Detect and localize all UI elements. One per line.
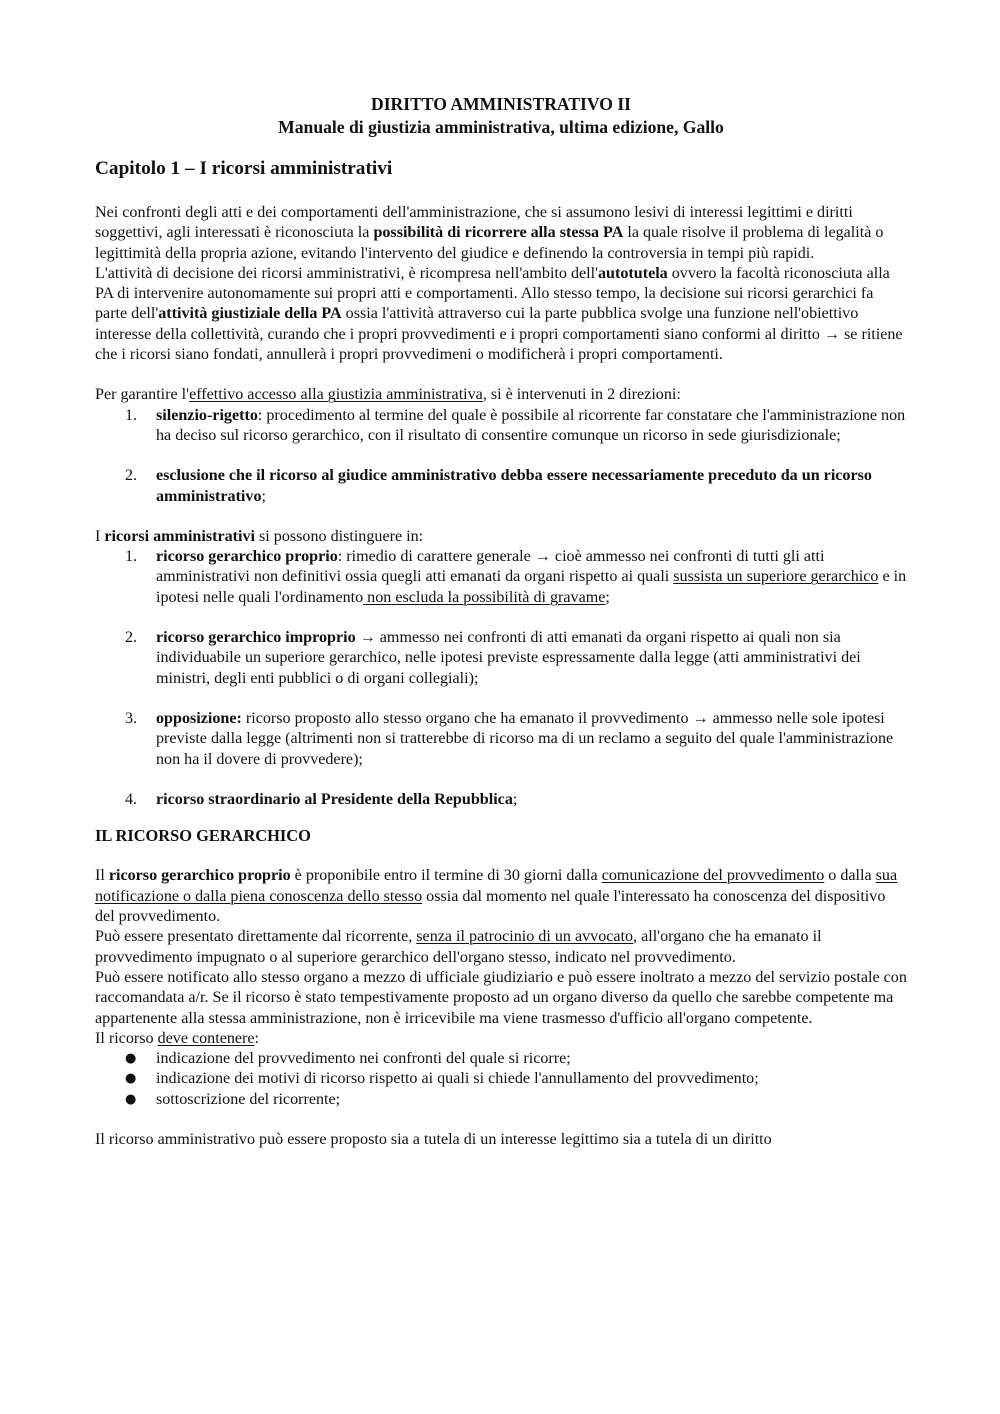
text-run: : procedimento al termine del quale è possibile al ricorrente far constatare che l'amministrazione non ha deciso sul ricorso gerarchico, con il risultato di consentire comunque un ricorso in sede giurisdizionale;	[156, 406, 906, 444]
bold-term: ricorso gerarchico proprio	[108, 867, 291, 885]
list-item	[95, 790, 907, 810]
intro-paragraph-2	[95, 264, 907, 365]
bold-term: ricorso gerarchico proprio	[156, 548, 338, 566]
list-number: 2.	[125, 467, 138, 485]
bold-term: opposizione:	[156, 709, 242, 727]
list-item	[95, 1090, 907, 1110]
list-item	[95, 466, 907, 507]
bold-term: autotutela	[598, 264, 668, 282]
bold-term: ricorsi amministrativi	[104, 527, 256, 545]
text-run: e in ipotesi nelle quali l'ordinamento	[156, 568, 907, 606]
list-number: 3.	[125, 709, 138, 727]
text-run: la quale risolve il problema di legalità o legittimità della propria azione, evitando l'intervento del giudice e definendo la controversia in tempi più rapidi.	[95, 224, 884, 262]
final-paragraph: Il ricorso amministrativo può essere proposto sia a tutela di un interesse legittimo sia a tutela di un diritto	[95, 1130, 772, 1148]
access-lead-paragraph	[95, 385, 907, 405]
text-run: ;	[512, 790, 518, 808]
text-run: ovvero la facoltà riconosciuta alla PA di intervenire autonomamente sui propri atti e comportamenti. Allo stesso tempo, la decisione sui ricorsi gerarchici fa parte dell'	[95, 264, 890, 323]
bullet-text: indicazione dei motivi di ricorso rispetto ai quali si chiede l'annullamento del provvedimento;	[156, 1070, 759, 1088]
list-number: 2.	[125, 629, 138, 647]
list-item	[95, 628, 907, 689]
bullet-icon: ●	[125, 1091, 137, 1107]
text-run: o dalla	[824, 867, 876, 885]
bold-term: ricorso straordinario al Presidente della Repubblica	[156, 790, 513, 808]
text-run: si possono distinguere in:	[255, 527, 424, 545]
document-title	[95, 93, 907, 139]
text-run: Nei confronti degli atti e dei comportamenti dell'amministrazione, che si assumono lesivi di interessi legittimi e diritti soggettivi, agli interessati è riconosciuta la	[95, 204, 853, 242]
text-run: I	[95, 527, 105, 545]
section-paragraph-3: Può essere notificato allo stesso organo a mezzo di ufficiale giudiziario e può essere inoltrato a mezzo del servizio postale con raccomandata a/r. Se il ricorso è stato tempestivamente proposto ad un organo diverso da quello che sarebbe competente ma appartenente alla stessa amministrazione, non è irricevibile ma viene trasmesso d'ufficio all'organo competente.	[95, 968, 907, 1027]
section-heading: IL RICORSO GERARCHICO	[95, 826, 311, 846]
list-item	[95, 1049, 907, 1069]
access-list	[95, 406, 907, 507]
list-item	[95, 547, 907, 608]
underlined-text: effettivo accesso alla giustizia amministrativa	[189, 386, 483, 404]
intro-paragraph-1	[95, 203, 907, 264]
text-run: L'attività di decisione dei ricorsi amministrativi, è ricompresa nell'ambito dell'	[95, 264, 598, 282]
document-page	[95, 93, 907, 1150]
text-run: ricorso proposto allo stesso organo che ha emanato il provvedimento → ammesso nelle sole ipotesi previste dalla legge (altrimenti non si tratterebbe di ricorso ma di un reclamo a seguito del quale l'amministrazione non ha il dovere di provvedere);	[156, 709, 894, 768]
bold-term: possibilità di ricorrere alla stessa PA	[373, 224, 624, 242]
list-number: 1.	[125, 548, 138, 566]
list-item	[95, 1069, 907, 1089]
bullet-text: sottoscrizione del ricorrente;	[156, 1090, 341, 1108]
section-paragraph-2	[95, 927, 907, 968]
list-number: 1.	[125, 406, 138, 424]
section-paragraph-1	[95, 866, 907, 927]
text-run: ossia l'attività attraverso cui la parte pubblica svolge una funzione nell'obiettivo interesse della collettività, curando che i propri provvedimenti e i propri comportamenti siano conformi al diritto → se ritiene che i ricorsi siano fondati, annullerà i propri provvedimeni o modificherà i propri comportamenti.	[95, 305, 903, 364]
text-run: → ammesso nei confronti di atti emanati da organi rispetto ai quali non sia individuabile un superiore gerarchico, nelle ipotesi previste espressamente dalla legge (atti amministrativi dei ministri, degli enti pubblici o di organi collegiali);	[156, 629, 861, 687]
content-requirements-list	[95, 1049, 907, 1110]
list-item	[95, 709, 907, 770]
bold-term: attività giustiziale della PA	[158, 305, 342, 323]
title-line-2: Manuale di giustizia amministrativa, ultima edizione, Gallo	[278, 117, 724, 137]
underlined-text: comunicazione del provvedimento	[601, 867, 825, 885]
text-run: ;	[261, 487, 266, 505]
bold-term: silenzio-rigetto	[156, 406, 258, 424]
section-paragraph-4	[95, 1029, 907, 1049]
types-lead-paragraph	[95, 527, 907, 547]
text-run: : rimedio di carattere generale → cioè ammesso nei confronti di tutti gli atti amministrativi non definitivi ossia quegli atti emanati da organi rispetto ai quali	[156, 548, 825, 586]
underlined-text: deve contenere	[157, 1029, 255, 1047]
text-run: Il ricorso	[95, 1029, 158, 1047]
bullet-icon: ●	[125, 1071, 137, 1087]
underlined-text: senza il patrocinio di un avvocato	[416, 928, 634, 946]
bold-term: esclusione che il ricorso al giudice amministrativo debba essere necessariamente preceduto da un ricorso amministrativo	[156, 467, 872, 505]
types-list	[95, 547, 907, 810]
list-number: 4.	[125, 790, 138, 808]
underlined-text: non escluda la possibilità di gravame	[363, 588, 606, 606]
bold-term: ricorso gerarchico improprio	[156, 629, 356, 647]
text-run: è proponibile entro il termine di 30 giorni dalla	[290, 867, 602, 885]
underlined-text: sussista un superiore gerarchico	[673, 568, 879, 586]
underlined-text: sua notificazione o dalla piena conoscenza dello stesso	[95, 867, 898, 905]
text-run: :	[254, 1029, 260, 1047]
text-run: Può essere presentato direttamente dal ricorrente,	[95, 928, 417, 946]
list-item	[95, 406, 907, 447]
bullet-icon: ●	[125, 1051, 137, 1067]
text-run: Per garantire l'	[95, 386, 190, 404]
bullet-text: indicazione del provvedimento nei confronti del quale si ricorre;	[156, 1050, 571, 1068]
text-run: ossia dal momento nel quale l'interessato ha conoscenza del dispositivo del provvedimento.	[95, 887, 886, 926]
text-run: ;	[605, 588, 610, 606]
title-line-1: DIRITTO AMMINISTRATIVO II	[370, 94, 632, 114]
text-run: , si è intervenuti in 2 direzioni:	[482, 386, 681, 404]
text-run: Il	[95, 867, 109, 885]
chapter-heading: Capitolo 1 – I ricorsi amministrativi	[95, 158, 393, 179]
text-run: , all'organo che ha emanato il provvedimento impugnato o al superiore gerarchico dell'organo stesso, indicato nel provvedimento.	[95, 928, 822, 966]
